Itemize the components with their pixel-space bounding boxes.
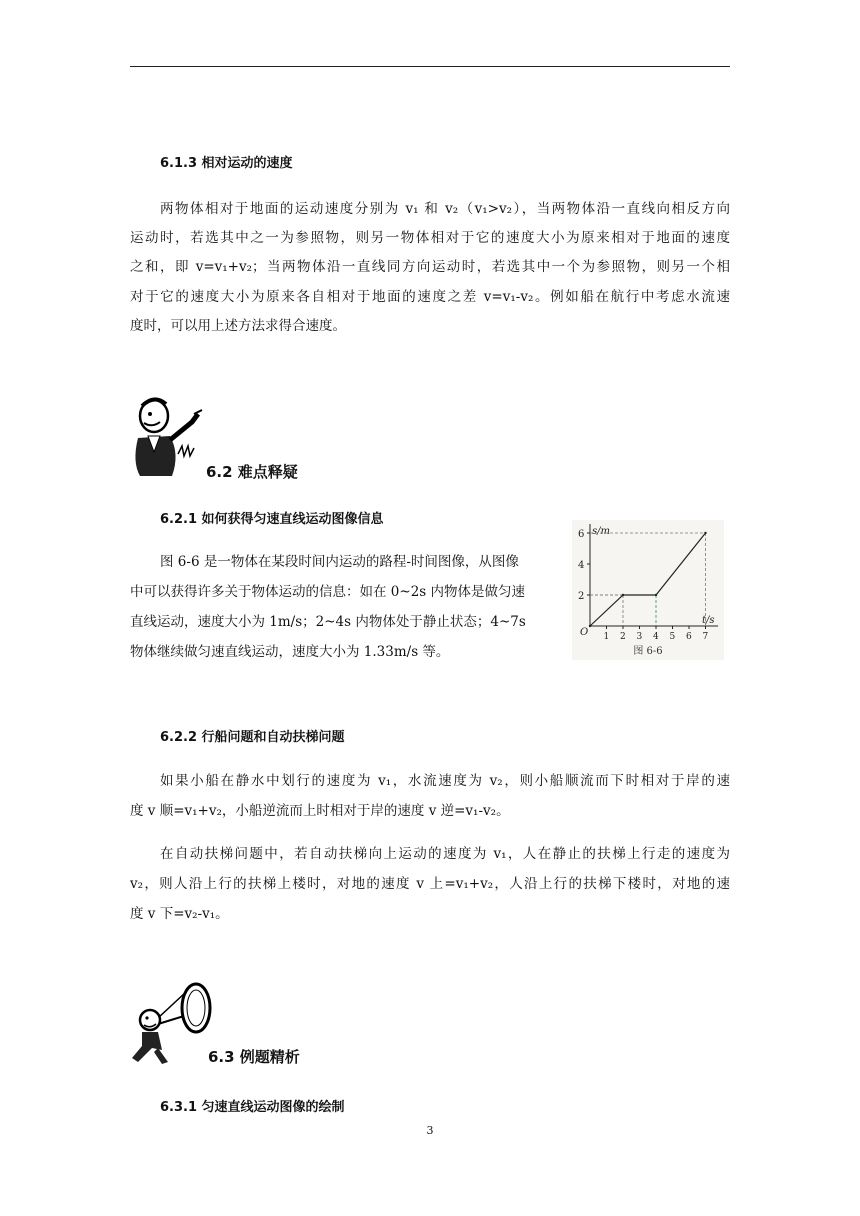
magnifier-man-illustration xyxy=(128,978,218,1064)
x-tick-label: 7 xyxy=(702,632,709,640)
paragraph-line: 度时，可以用上述方法求得合速度。 xyxy=(130,318,346,334)
figure-6-6 xyxy=(572,520,724,660)
paragraph-line: 图 6-6 是一物体在某段时间内运动的路程-时间图像，从图像 xyxy=(160,554,519,570)
paragraph-line: 对于它的速度大小为原来各自相对于地面的速度之差 v=v₁-v₂。例如船在航行中考虑水流速 xyxy=(130,289,730,305)
section-6-2-title: 6.2 难点释疑 xyxy=(206,463,298,481)
pointing-man-illustration xyxy=(128,392,208,478)
x-tick-label: 2 xyxy=(620,632,626,640)
x-axis-label: t/s xyxy=(702,615,715,626)
y-tick-label: 2 xyxy=(578,591,585,602)
figure-caption: 图 6-6 xyxy=(633,646,663,657)
series-line xyxy=(590,533,706,626)
paragraph-line: 度 v 顺=v₁+v₂，小船逆流而上时相对于岸的速度 v 逆=v₁-v₂。 xyxy=(130,803,510,819)
distance-time-chart xyxy=(572,520,724,640)
x-tick-label: 1 xyxy=(603,632,610,640)
y-tick-label: 6 xyxy=(578,529,585,540)
y-axis-label: s/m xyxy=(592,526,610,537)
section-6-3-1-title: 6.3.1 匀速直线运动图像的绘制 xyxy=(160,1100,345,1115)
section-6-2-1-title: 6.2.1 如何获得匀速直线运动图像信息 xyxy=(160,512,384,527)
page-number: 3 xyxy=(426,1124,434,1137)
data-point xyxy=(589,625,591,627)
paragraph-line: 两物体相对于地面的运动速度分别为 v₁ 和 v₂（v₁>v₂），当两物体沿一直线向相反方向 xyxy=(160,201,730,217)
paragraph-line: 度 v 下=v₂-v₁。 xyxy=(130,906,229,922)
x-tick-label: 4 xyxy=(653,632,659,640)
data-point xyxy=(622,594,624,596)
data-point xyxy=(704,532,706,534)
x-tick-label: 3 xyxy=(636,632,643,640)
paragraph-line: 中可以获得许多关于物体运动的信息：如在 0~2s 内物体是做匀速 xyxy=(130,584,525,600)
paragraph-line: 之和，即 v=v₁+v₂；当两物体沿一直线同方向运动时，若选其中一个为参照物，则另一个相 xyxy=(130,259,730,275)
paragraph-line: 运动时，若选其中之一为参照物，则另一物体相对于它的速度大小为原来相对于地面的速度 xyxy=(130,230,730,246)
data-point xyxy=(655,594,657,596)
x-tick-label: 6 xyxy=(686,632,692,640)
paragraph-line: 物体继续做匀速直线运动，速度大小为 1.33m/s 等。 xyxy=(130,644,450,660)
x-tick-label: 5 xyxy=(669,632,676,640)
paragraph-line: 在自动扶梯问题中，若自动扶梯向上运动的速度为 v₁，人在静止的扶梯上行走的速度为 xyxy=(160,846,730,862)
header-rule xyxy=(130,66,730,67)
paragraph-line: v₂，则人沿上行的扶梯上楼时，对地的速度 v 上=v₁+v₂，人沿上行的扶梯下楼时，对地的速 xyxy=(130,876,730,892)
section-6-1-3-title: 6.1.3 相对运动的速度 xyxy=(160,156,293,171)
paragraph-line: 如果小船在静水中划行的速度为 v₁，水流速度为 v₂，则小船顺流而下时相对于岸的速 xyxy=(160,773,730,789)
section-6-2-2-title: 6.2.2 行船问题和自动扶梯问题 xyxy=(160,730,345,745)
section-6-3-title: 6.3 例题精析 xyxy=(208,1048,300,1066)
y-tick-label: 4 xyxy=(578,560,585,571)
origin-label: O xyxy=(580,627,589,638)
paragraph-line: 直线运动，速度大小为 1m/s；2~4s 内物体处于静止状态；4~7s xyxy=(130,614,526,630)
